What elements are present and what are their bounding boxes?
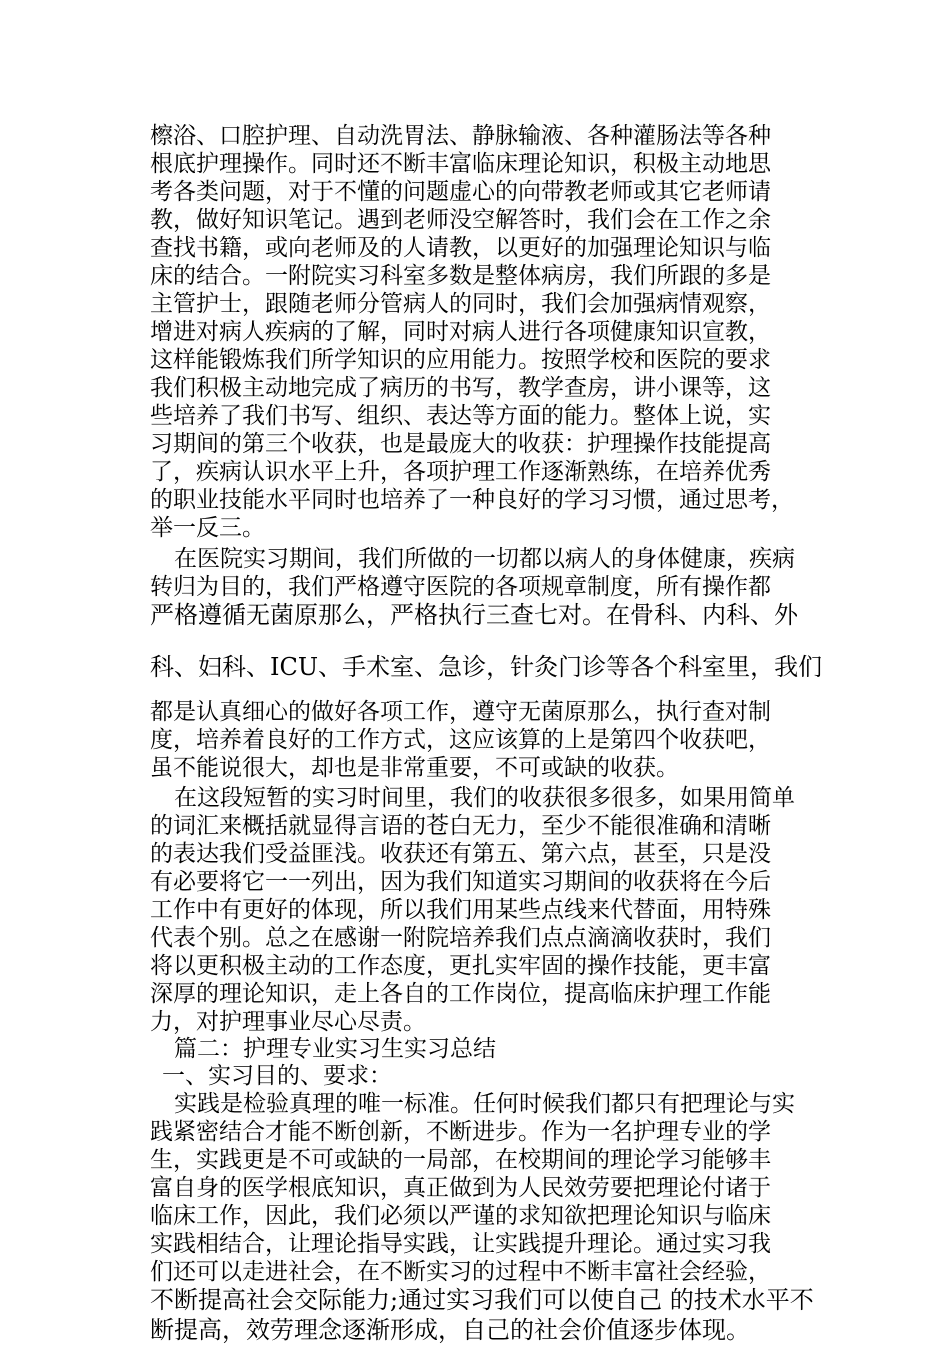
- subsection-title: 一、实习目的、要求：: [162, 1063, 392, 1089]
- text-line: 在医院实习期间，我们所做的一切都以病人的身体健康，疾病: [174, 546, 795, 572]
- text-line: 考各类问题，对于不懂的问题虚心的向带教老师或其它老师请: [150, 179, 771, 205]
- text-line: 深厚的理论知识，走上各自的工作岗位，提高临床护理工作能: [150, 981, 771, 1007]
- text-line: 檫浴、口腔护理、自动洗胃法、静脉输液、各种灌肠法等各种: [150, 123, 771, 149]
- text-line: 根底护理操作。同时还不断丰富临床理论知识，积极主动地思: [150, 151, 771, 177]
- text-line: 增进对病人疾病的了解，同时对病人进行各项健康知识宣教，: [150, 319, 771, 345]
- text-line: 断提高，效劳理念逐渐形成，自己的社会价值逐步体现。: [150, 1316, 750, 1344]
- text-line: 习期间的第三个收获，也是最庞大的收获：护理操作技能提高: [150, 431, 771, 457]
- text-line: 教，做好知识笔记。遇到老师没空解答时，我们会在工作之余: [150, 207, 771, 233]
- text-line: 的职业技能水平同时也培养了一种良好的学习习惯，通过思考，: [150, 487, 794, 513]
- text-line: 的表达我们受益匪浅。收获还有第五、第六点，甚至，只是没: [150, 841, 771, 867]
- text-line: 这样能锻炼我们所学知识的应用能力。按照学校和医院的要求: [150, 347, 771, 373]
- text-line: 床的结合。一附院实习科室多数是整体病房，我们所跟的多是: [150, 263, 771, 289]
- text-line: 转归为目的，我们严格遵守医院的各项规章制度，所有操作都: [150, 574, 771, 600]
- text-line: 查找书籍，或向老师及的人请教，以更好的加强理论知识与临: [150, 235, 771, 261]
- text-line: 科、妇科、ICU、手术室、急诊，针灸门诊等各个科室里，我们: [150, 653, 823, 681]
- text-line: 在这段短暂的实习时间里，我们的收获很多很多，如果用简单: [174, 785, 795, 811]
- text-line: 些培养了我们书写、组织、表达等方面的能力。整体上说，实: [150, 403, 771, 429]
- text-line: 代表个别。总之在感谢一附院培养我们点点滴滴收获时，我们: [150, 925, 771, 951]
- text-line: 都是认真细心的做好各项工作，遵守无菌原那么，执行查对制: [150, 699, 771, 725]
- text-line: 严格遵循无菌原那么，严格执行三查七对。在骨科、内科、外: [150, 601, 798, 629]
- text-line: 不断提高社会交际能力;通过实习我们可以使自己 的技术水平不: [150, 1286, 814, 1314]
- text-line: 实践是检验真理的唯一标准。任何时候我们都只有把理论与实: [174, 1091, 795, 1117]
- text-line: 的词汇来概括就显得言语的苍白无力，至少不能很准确和清晰: [150, 813, 771, 839]
- text-line: 将以更积极主动的工作态度，更扎实牢固的操作技能，更丰富: [150, 953, 771, 979]
- section-title: 篇二：护理专业实习生实习总结: [174, 1036, 496, 1062]
- text-line: 富自身的医学根底知识，真正做到为人民效劳要把理论付诸于: [150, 1175, 771, 1201]
- text-line: 虽不能说很大，却也是非常重要，不可或缺的收获。: [150, 755, 679, 781]
- text-line: 临床工作，因此，我们必须以严谨的求知欲把理论知识与临床: [150, 1203, 771, 1229]
- text-line: 践紧密结合才能不断创新，不断进步。作为一名护理专业的学: [150, 1119, 771, 1145]
- text-line: 们还可以走进社会，在不断实习的过程中不断丰富社会经验，: [150, 1259, 771, 1285]
- text-line: 主管护士，跟随老师分管病人的同时，我们会加强病情观察，: [150, 291, 771, 317]
- text-line: 工作中有更好的体现，所以我们用某些点线来代替面，用特殊: [150, 897, 771, 923]
- text-line: 有必要将它一一列出，因为我们知道实习期间的收获将在今后: [150, 869, 771, 895]
- text-line: 度，培养着良好的工作方式，这应该算的上是第四个收获吧，: [150, 727, 771, 753]
- text-line: 生，实践更是不可或缺的一局部，在校期间的理论学习能够丰: [150, 1147, 771, 1173]
- text-line: 举一反三。: [150, 515, 265, 541]
- text-line: 力，对护理事业尽心尽责。: [150, 1009, 426, 1035]
- text-line: 了，疾病认识水平上升，各项护理工作逐渐熟练，在培养优秀: [150, 459, 771, 485]
- text-line: 我们积极主动地完成了病历的书写，教学查房，讲小课等，这: [150, 375, 771, 401]
- text-line: 实践相结合，让理论指导实践，让实践提升理论。通过实习我: [150, 1231, 771, 1257]
